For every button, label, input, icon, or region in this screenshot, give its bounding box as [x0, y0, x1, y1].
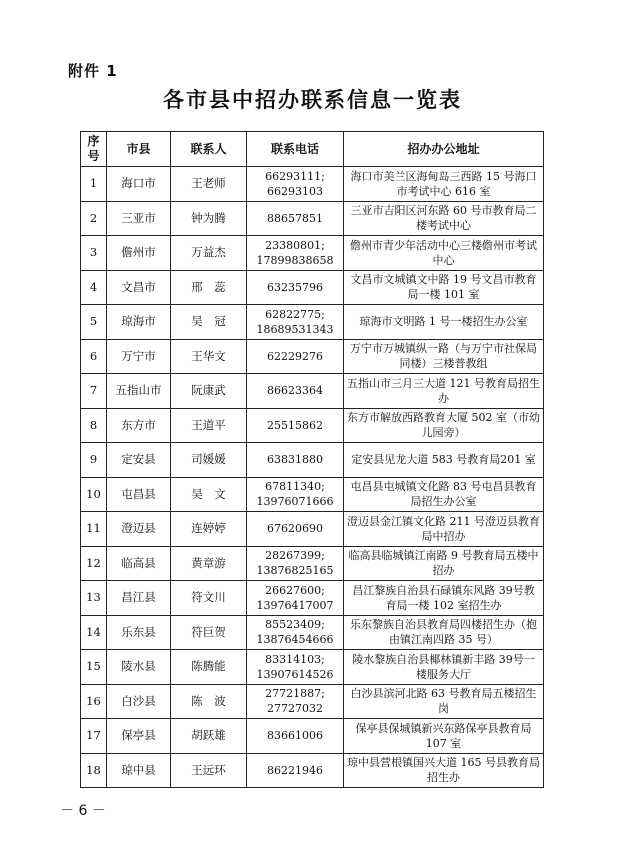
row-phone: 67811340; 13976071666 [247, 477, 344, 512]
row-contact: 王华文 [171, 339, 247, 374]
row-city: 定安县 [107, 443, 171, 478]
row-address: 保亭县保城镇新兴东路保亭县教育局 107 室 [344, 719, 544, 754]
row-city: 三亚市 [107, 201, 171, 236]
row-number: 11 [81, 512, 107, 547]
row-number: 2 [81, 201, 107, 236]
page-title: 各市县中招办联系信息一览表 [163, 87, 462, 112]
row-address: 五指山市三月三大道 121 号教育局招生办 [344, 374, 544, 409]
table-row [81, 477, 544, 512]
row-contact: 邢 蕊 [171, 270, 247, 305]
row-city: 白沙县 [107, 684, 171, 719]
row-contact: 万益杰 [171, 236, 247, 271]
row-number: 3 [81, 236, 107, 271]
row-phone: 88657851 [247, 201, 344, 236]
table-row [81, 236, 544, 271]
row-contact: 司媛媛 [171, 443, 247, 478]
row-number: 8 [81, 408, 107, 443]
row-number: 15 [81, 650, 107, 685]
row-city: 昌江县 [107, 581, 171, 616]
table-row [81, 167, 544, 202]
table-row [81, 615, 544, 650]
contacts-table [80, 131, 544, 788]
table-row [81, 753, 544, 788]
row-phone: 26627600; 13976417007 [247, 581, 344, 616]
row-contact: 胡跃雄 [171, 719, 247, 754]
row-phone: 66293111; 66293103 [247, 167, 344, 202]
row-number: 5 [81, 305, 107, 340]
row-city: 保亭县 [107, 719, 171, 754]
row-address: 陵水黎族自治县椰林镇新丰路 39号一楼服务大厅 [344, 650, 544, 685]
row-contact: 吴 文 [171, 477, 247, 512]
row-contact: 陈 波 [171, 684, 247, 719]
row-address: 儋州市青少年活动中心三楼儋州市考试中心 [344, 236, 544, 271]
row-phone: 67620690 [247, 512, 344, 547]
row-city: 乐东县 [107, 615, 171, 650]
row-phone: 83314103; 13907614526 [247, 650, 344, 685]
table-row [81, 270, 544, 305]
table-row [81, 719, 544, 754]
row-address: 东方市解放西路教育大厦 502 室（市幼儿园旁） [344, 408, 544, 443]
row-address: 屯昌县屯城镇文化路 83 号屯昌县教育局招生办公室 [344, 477, 544, 512]
row-contact: 符文川 [171, 581, 247, 616]
row-number: 10 [81, 477, 107, 512]
row-contact: 符巨贺 [171, 615, 247, 650]
row-number: 12 [81, 546, 107, 581]
row-phone: 28267399; 13876825165 [247, 546, 344, 581]
row-city: 儋州市 [107, 236, 171, 271]
row-number: 9 [81, 443, 107, 478]
attachment-label: 附件 1 [68, 62, 118, 80]
row-phone: 83661006 [247, 719, 344, 754]
row-address: 澄迈县金江镇文化路 211 号澄迈县教育局中招办 [344, 512, 544, 547]
header-no: 序号 [81, 132, 107, 167]
table-row [81, 305, 544, 340]
table-row [81, 374, 544, 409]
header-address: 招办办公地址 [344, 132, 544, 167]
row-city: 屯昌县 [107, 477, 171, 512]
table-row [81, 684, 544, 719]
row-city: 澄迈县 [107, 512, 171, 547]
row-phone: 23380801; 17899838658 [247, 236, 344, 271]
header-phone: 联系电话 [247, 132, 344, 167]
row-number: 6 [81, 339, 107, 374]
row-address: 定安县见龙大道 583 号教育局201 室 [344, 443, 544, 478]
row-contact: 黄章游 [171, 546, 247, 581]
table-row [81, 546, 544, 581]
table-header-row [81, 132, 544, 167]
row-phone: 27721887; 27727032 [247, 684, 344, 719]
row-number: 1 [81, 167, 107, 202]
row-contact: 阮康武 [171, 374, 247, 409]
row-number: 4 [81, 270, 107, 305]
row-address: 文昌市文城镇文中路 19 号文昌市教育局一楼 101 室 [344, 270, 544, 305]
table-row [81, 339, 544, 374]
row-phone: 86221946 [247, 753, 344, 788]
row-city: 琼海市 [107, 305, 171, 340]
row-city: 五指山市 [107, 374, 171, 409]
row-contact: 吴 冠 [171, 305, 247, 340]
row-phone: 62822775; 18689531343 [247, 305, 344, 340]
row-number: 16 [81, 684, 107, 719]
table-row [81, 650, 544, 685]
header-contact: 联系人 [171, 132, 247, 167]
row-contact: 陈腾能 [171, 650, 247, 685]
table-row [81, 201, 544, 236]
row-address: 海口市美兰区海甸岛三西路 15 号海口市考试中心 616 室 [344, 167, 544, 202]
row-phone: 63831880 [247, 443, 344, 478]
row-city: 文昌市 [107, 270, 171, 305]
row-address: 白沙县滨河北路 63 号教育局五楼招生岗 [344, 684, 544, 719]
row-contact: 王老师 [171, 167, 247, 202]
row-contact: 王远环 [171, 753, 247, 788]
row-address: 昌江黎族自治县石碌镇东风路 39号教育局一楼 102 室招生办 [344, 581, 544, 616]
row-phone: 63235796 [247, 270, 344, 305]
table-row [81, 443, 544, 478]
row-contact: 钟为腾 [171, 201, 247, 236]
row-address: 琼中县营根镇国兴大道 165 号县教育局招生办 [344, 753, 544, 788]
row-contact: 连婷婷 [171, 512, 247, 547]
row-city: 琼中县 [107, 753, 171, 788]
row-address: 琼海市文明路 1 号一楼招生办公室 [344, 305, 544, 340]
row-phone: 62229276 [247, 339, 344, 374]
row-phone: 25515862 [247, 408, 344, 443]
row-address: 万宁市万城镇纵一路（与万宁市社保局同楼）三楼普教组 [344, 339, 544, 374]
row-phone: 86623364 [247, 374, 344, 409]
row-address: 乐东黎族自治县教育局四楼招生办（抱由镇江南四路 35 号） [344, 615, 544, 650]
row-number: 14 [81, 615, 107, 650]
row-city: 临高县 [107, 546, 171, 581]
table-row [81, 581, 544, 616]
page-number: － 6 － [60, 803, 106, 819]
row-number: 18 [81, 753, 107, 788]
row-number: 13 [81, 581, 107, 616]
row-city: 万宁市 [107, 339, 171, 374]
row-city: 海口市 [107, 167, 171, 202]
table-row [81, 408, 544, 443]
table-row [81, 512, 544, 547]
row-address: 临高县临城镇江南路 9 号教育局五楼中招办 [344, 546, 544, 581]
row-city: 陵水县 [107, 650, 171, 685]
header-city: 市县 [107, 132, 171, 167]
row-city: 东方市 [107, 408, 171, 443]
row-number: 17 [81, 719, 107, 754]
row-number: 7 [81, 374, 107, 409]
row-address: 三亚市吉阳区河东路 60 号市教育局二楼考试中心 [344, 201, 544, 236]
row-phone: 85523409; 13876454666 [247, 615, 344, 650]
row-contact: 王道平 [171, 408, 247, 443]
